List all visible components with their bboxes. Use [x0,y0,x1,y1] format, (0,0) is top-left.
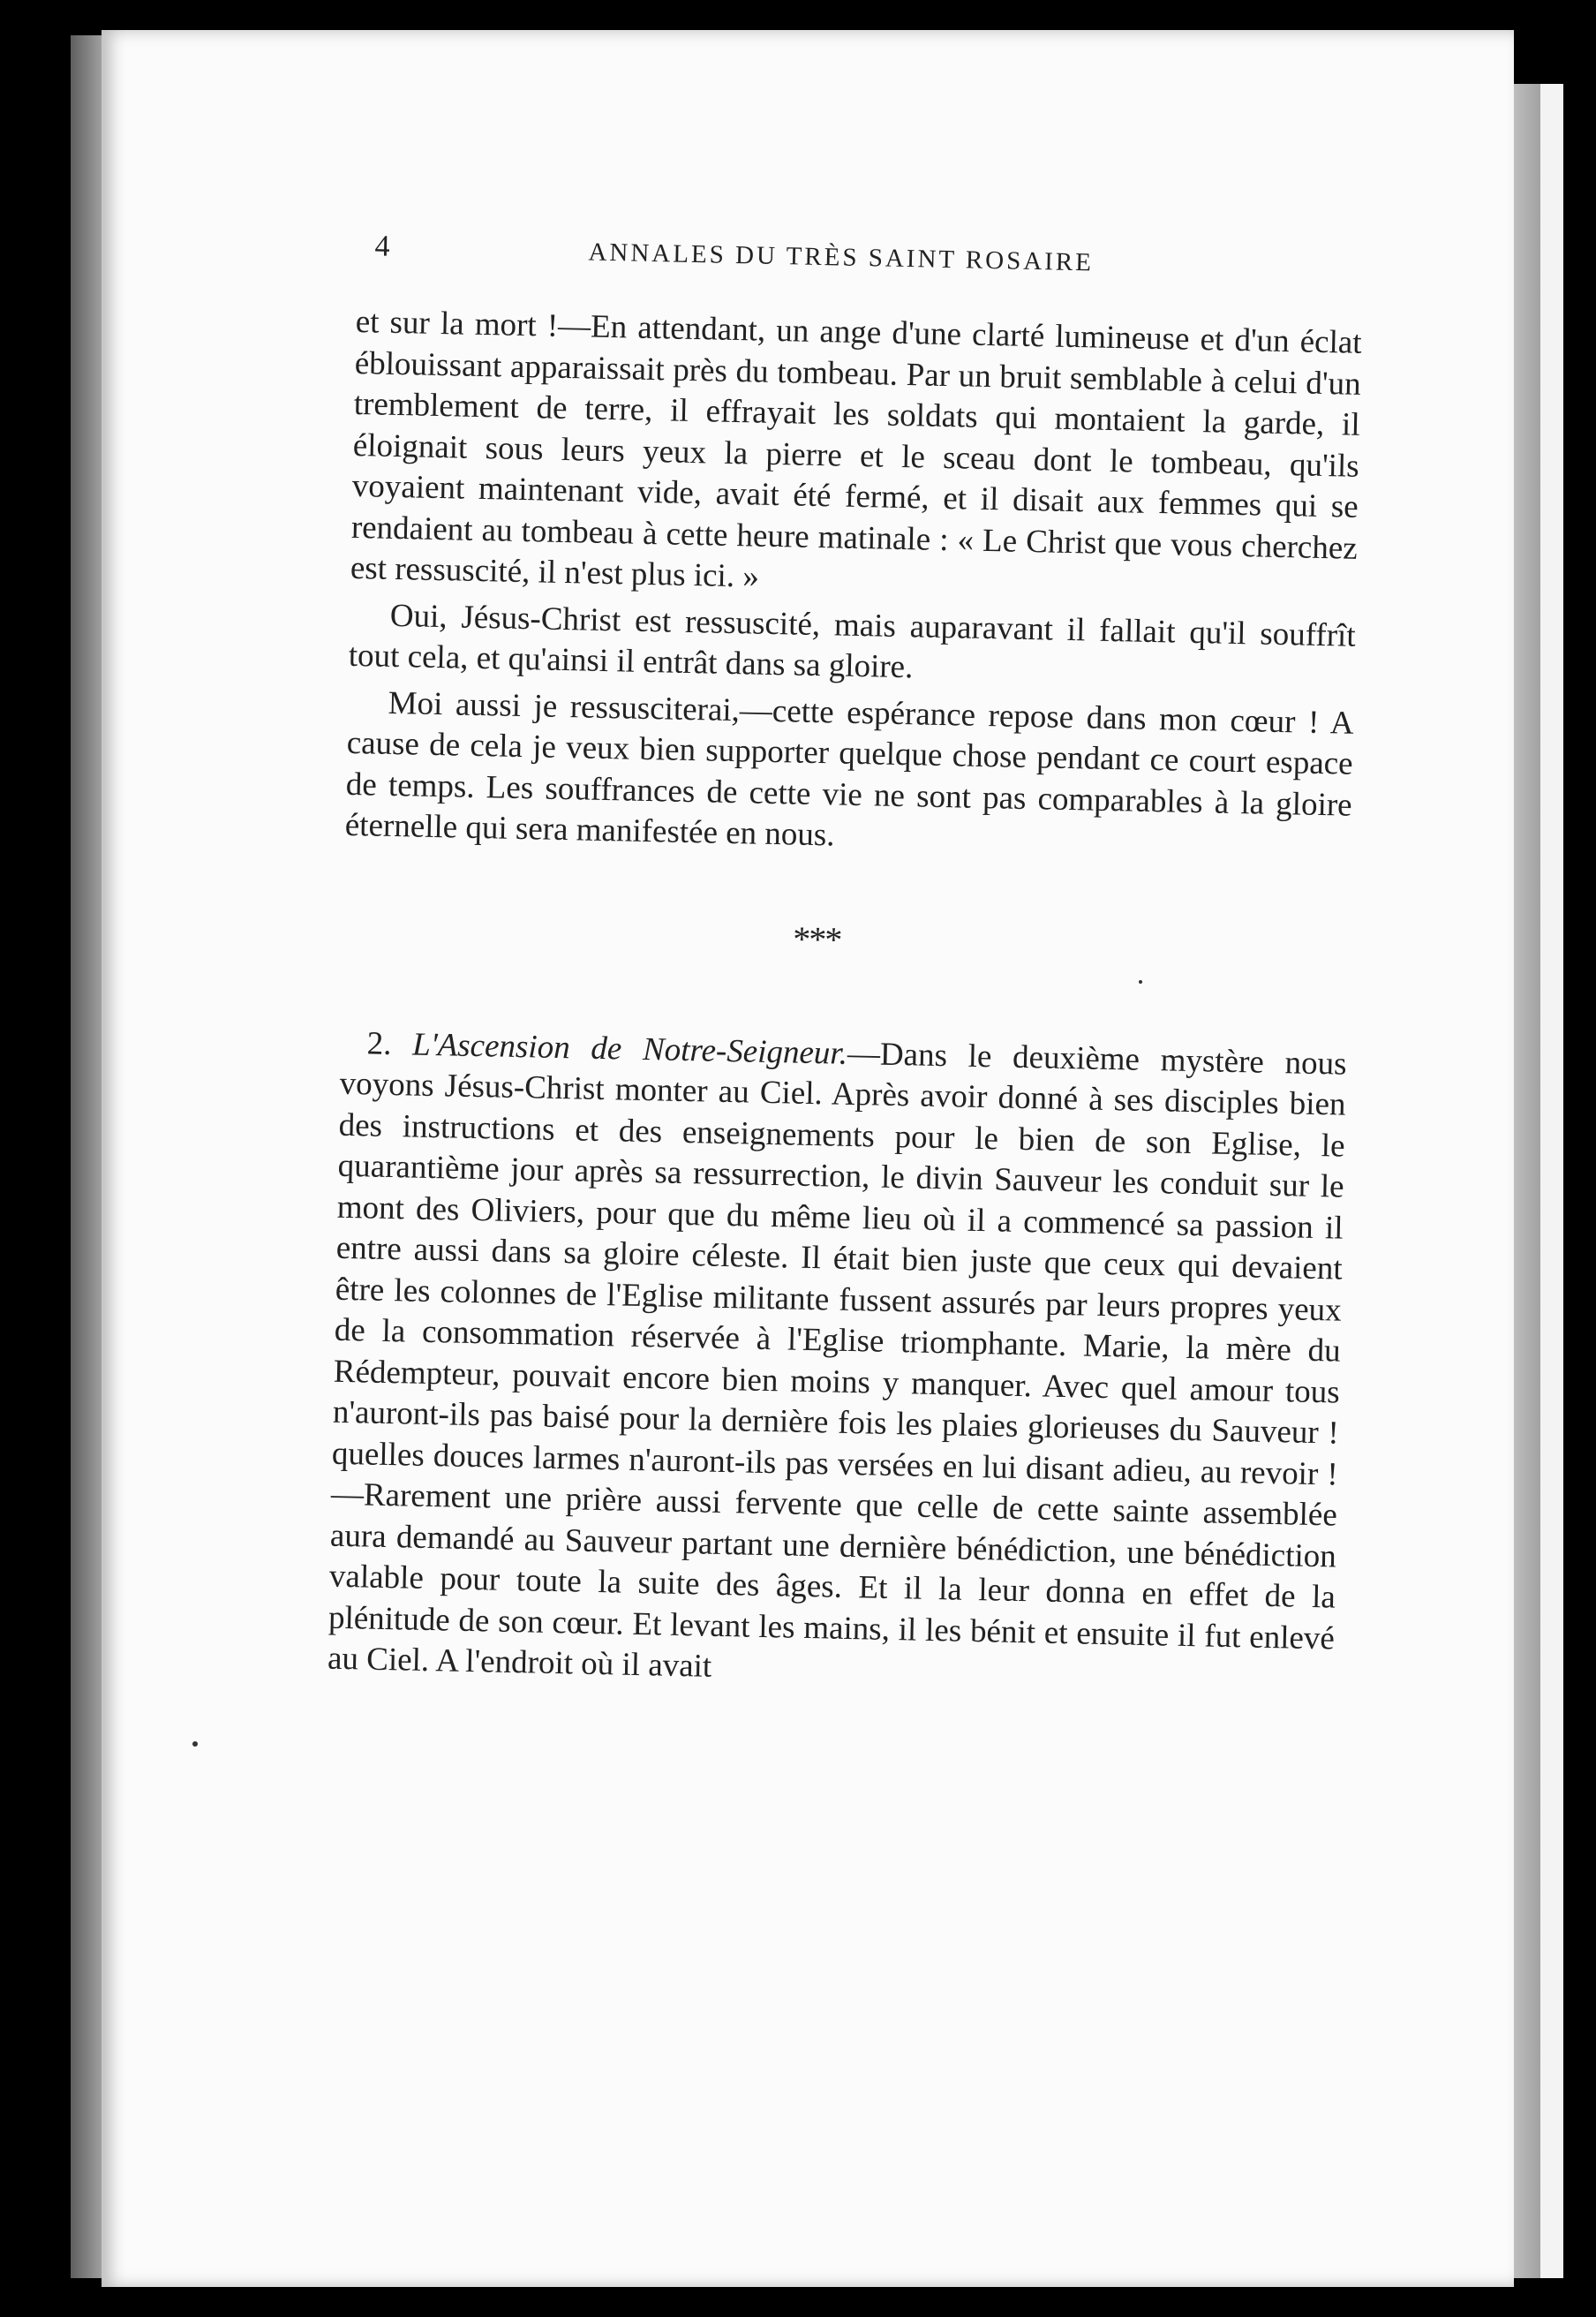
paragraph-2: Oui, Jésus-Christ est ressuscité, mais auparavant il fallait qu'il souffrît tout cela, et qu'ainsi il entrât dans sa gloire. [348,597,1357,686]
running-title: ANNALES DU TRÈS SAINT ROSAIRE [588,238,1095,277]
section-number: 2. [366,1024,392,1062]
next-page-edge [1540,84,1563,2278]
section-title: L'Ascension de Notre-Seigneur. [411,1026,848,1072]
paragraph-1: et sur la mort !—En attendant, un ange d'une clarté lumineuse et d'un éclat éblouissant apparaissait près du tombeau. Par un bruit semblable à celui d'un tremblement de terre, il effrayait les soldats qui montaient la garde, il éloignait sous leurs yeux la pierre et le sceau dont le tombeau, qu'ils voyaient maintenant vide, avait été fermé, et il disait aux femmes qui se rendaient au tombeau à cette heure matinale : « Le Christ que vous cherchez est ressuscité, il n'est plus ici. » [350,303,1362,595]
paragraph-3: Moi aussi je ressusciterai,—cette espérance repose dans mon cœur ! A cause de cela je veux bien supporter quelque chose pendant ce court espace de temps. Les souffrances de cette vie ne sont pas comparables à la gloire éternelle qui sera manifestée en nous. [344,684,1354,854]
asterism: *** [792,918,841,960]
scan-left-edge [71,35,106,2278]
section-text: —Dans le deuxième mystère nous voyons Jésus-Christ monter au Ciel. Après avoir donné à ses disciples bien des instructions et des enseignements pour le bien de son Eglise, le quarantième jour après sa ressurrection, le divin Sauveur les conduit sur le mont des Oliviers, pour que du même lieu où il a commencé sa passion il entre aussi dans sa gloire céleste. Il était bien juste que ceux qui devaient être les colonnes de l'Eglise militante fussent assurés par leurs propres yeux de la consommation réservée à l'Eglise triomphante. Marie, la mère du Rédempteur, pouvait encore bien moins y manquer. Avec quel amour tous n'auront-ils pas baisé pour la dernière fois les plaies glorieuses du Sauveur ! quelles douces larmes n'auront-ils pas versées en lui disant adieu, au revoir !—Rarement une prière aussi fervente que celle de cette sainte assemblée aura demandé au Sauveur partant une dernière bénédiction, une bénédiction valable pour toute la suite des âges. Et il la leur donna en effet de la plénitude de son cœur. Et levant les mains, il les bénit et ensuite il fut enlevé au Ciel. A l'endroit où il avait [327,1035,1347,1685]
scan-speck [192,1741,198,1747]
section-2-paragraph [327,1023,1347,1701]
page-content [327,230,1364,1701]
page-number: 4 [374,230,390,263]
section-separator [341,846,1351,1044]
